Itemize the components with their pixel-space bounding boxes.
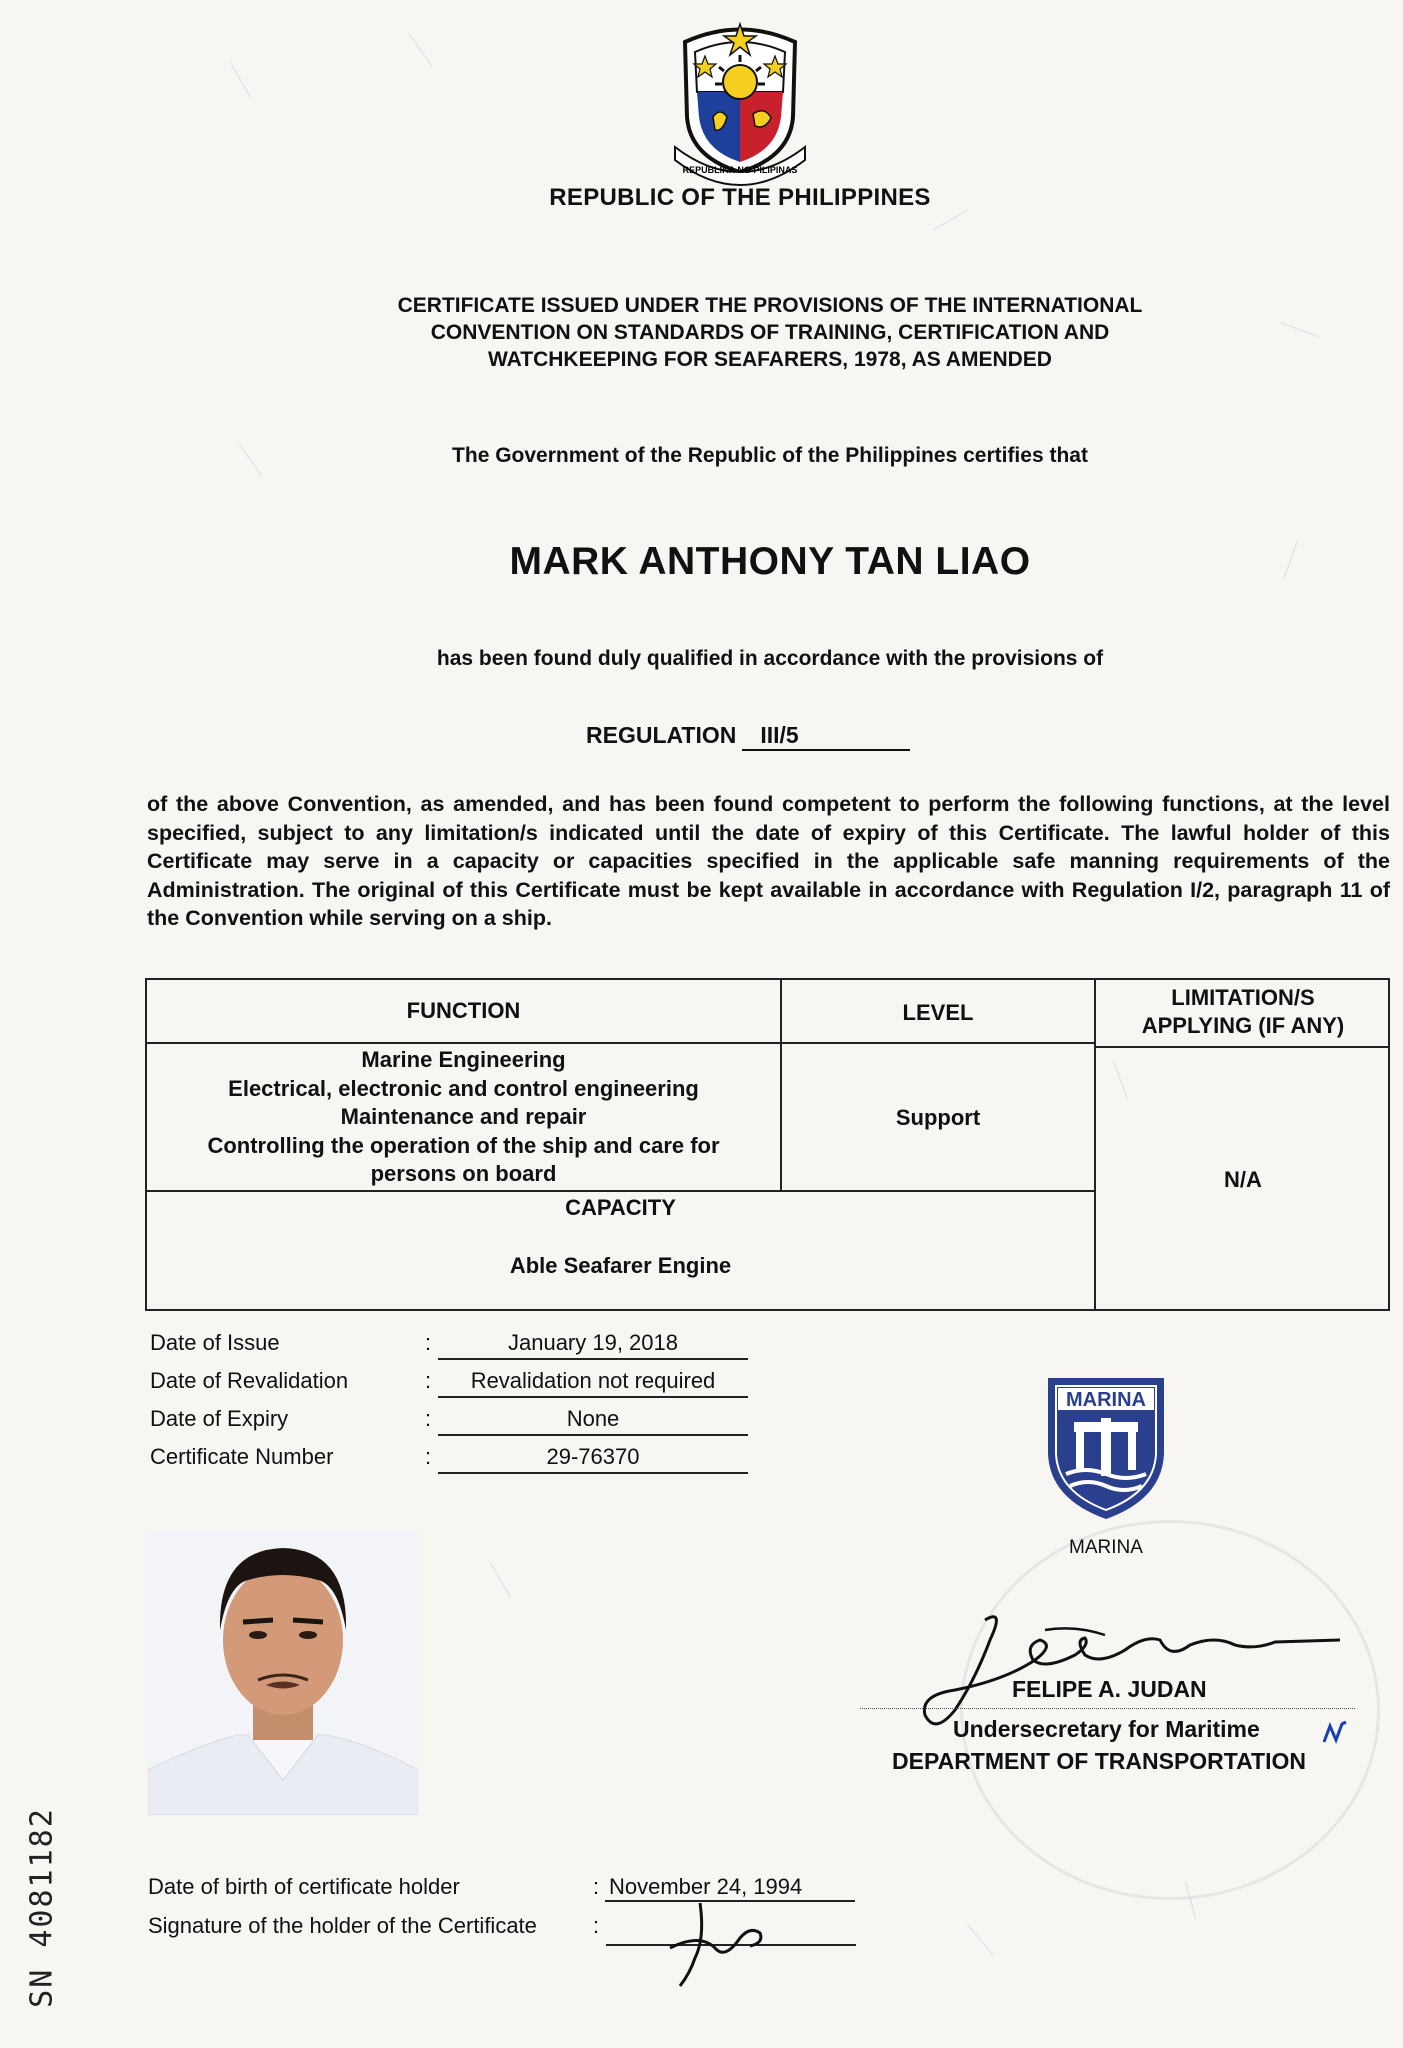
holder-signature-label: Signature of the holder of the Certificate xyxy=(148,1913,537,1938)
serial-number: SN 4081182 xyxy=(24,1807,60,2008)
date-of-revalidation-label: Date of Revalidation xyxy=(150,1368,349,1393)
colon: : xyxy=(425,1368,432,1393)
capacity-value: Able Seafarer Engine xyxy=(509,1253,732,1278)
heading-line: WATCHKEEPING FOR SEAFARERS, 1978, AS AMENDED xyxy=(488,348,1052,371)
regulation-value: III/5 xyxy=(742,722,910,751)
function-header: FUNCTION xyxy=(406,998,521,1023)
colon: : xyxy=(593,1913,600,1938)
official-name: FELIPE A. JUDAN xyxy=(1012,1676,1207,1702)
date-of-issue-label: Date of Issue xyxy=(150,1330,280,1355)
level-header: LEVEL xyxy=(902,1000,974,1025)
table-divider xyxy=(1094,1046,1390,1048)
marina-logo-text: MARINA xyxy=(1066,1389,1146,1411)
date-of-expiry-value: None xyxy=(438,1406,748,1436)
philippine-seal-icon xyxy=(665,22,815,187)
table-divider xyxy=(147,1042,1096,1044)
holder-name: MARK ANTHONY TAN LIAO xyxy=(509,540,1031,583)
heading-line: CERTIFICATE ISSUED UNDER THE PROVISIONS OF THE INTERNATIONAL xyxy=(397,294,1143,317)
function-item: persons on board xyxy=(370,1161,557,1186)
holder-photo xyxy=(148,1530,418,1815)
date-of-revalidation-value: Revalidation not required xyxy=(438,1368,748,1398)
colon: : xyxy=(593,1874,600,1899)
level-value: Support xyxy=(895,1105,981,1130)
table-divider xyxy=(147,1190,1096,1192)
date-of-expiry-label: Date of Expiry xyxy=(150,1406,289,1431)
function-item: Controlling the operation of the ship and care for xyxy=(207,1132,720,1158)
function-table xyxy=(145,978,1390,1311)
initial-mark-icon xyxy=(1320,1718,1350,1748)
limitations-value: N/A xyxy=(1224,1167,1262,1192)
official-department: DEPARTMENT OF TRANSPORTATION xyxy=(892,1748,1306,1774)
certificate-number-label: Certificate Number xyxy=(150,1444,334,1469)
function-list xyxy=(147,1046,780,1189)
dob-label: Date of birth of certificate holder xyxy=(148,1874,460,1899)
regulation-line xyxy=(586,722,910,751)
colon: : xyxy=(425,1406,432,1431)
certificate-number-value: 29-76370 xyxy=(438,1444,748,1474)
heading-line: CONVENTION ON STANDARDS OF TRAINING, CERTIFICATION AND xyxy=(430,321,1110,344)
function-item: Maintenance and repair xyxy=(340,1104,587,1129)
country-heading: REPUBLIC OF THE PHILIPPINES xyxy=(549,184,931,211)
capacity-label: CAPACITY xyxy=(565,1195,676,1220)
dob-value: November 24, 1994 xyxy=(605,1874,855,1902)
official-title: Undersecretary for Maritime xyxy=(953,1716,1260,1742)
certificate-heading xyxy=(320,292,1220,373)
limitations-header xyxy=(1096,984,1390,1040)
colon: : xyxy=(425,1444,432,1469)
marina-caption: MARINA xyxy=(1069,1537,1143,1558)
limitations-header-line: LIMITATION/S xyxy=(1171,985,1315,1010)
colon: : xyxy=(425,1330,432,1355)
function-item: Electrical, electronic and control engineering xyxy=(228,1075,699,1101)
certifies-text: The Government of the Republic of the Philippines certifies that xyxy=(452,444,1088,467)
limitations-header-line: APPLYING (IF ANY) xyxy=(1141,1013,1345,1038)
holder-signature-icon xyxy=(660,1898,780,1988)
marina-logo-icon xyxy=(1044,1374,1168,1522)
date-of-issue-value: January 19, 2018 xyxy=(438,1330,748,1360)
function-item: Marine Engineering xyxy=(361,1047,566,1072)
qualified-text: has been found duly qualified in accordance with the provisions of xyxy=(436,647,1104,670)
signature-rule xyxy=(860,1708,1355,1709)
seal-ribbon-text: REPUBLIKA NG PILIPINAS xyxy=(682,165,798,175)
regulation-label: REGULATION xyxy=(586,722,737,748)
certificate-paragraph: of the above Convention, as amended, and has been found competent to perform the following functions, at the level specified, subject to any limitation/s indicated until the date of expiry of this Certificate. The lawful holder of this Certificate may serve in a capacity or capacities specified in the applicable safe manning requirements of the Administration. The original of this Certificate must be kept available in accordance with Regulation I/2, paragraph 11 of the Convention while serving on a ship. xyxy=(147,792,1390,930)
